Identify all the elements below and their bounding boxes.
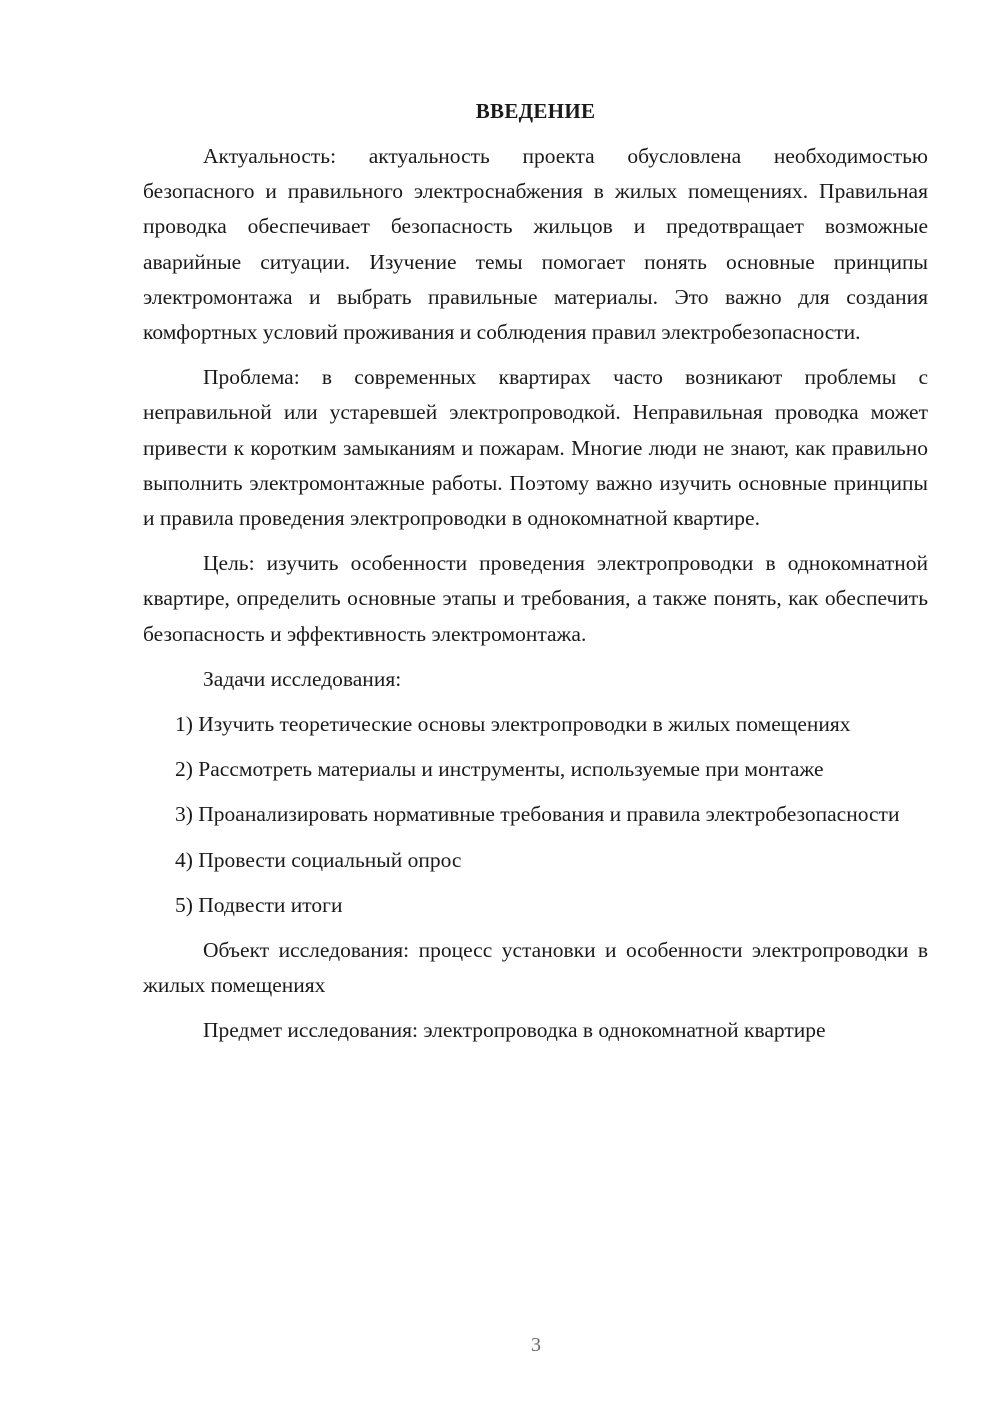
- tasks-list: [143, 707, 928, 923]
- problem-paragraph: Проблема: в современных квартирах часто возникают проблемы с неправильной или устаревшей электропроводкой. Неправильная проводка может привести к коротким замыканиям и пожарам. Многие люди не знают, как правильно выполнить электромонтажные работы. Поэтому важно изучить основные принципы и правила проведения электропроводки в однокомнатной квартире.: [143, 365, 928, 531]
- goal-paragraph: Цель: изучить особенности проведения электропроводки в однокомнатной квартире, определить основные этапы и требования, а также понять, как обеспечить безопасность и эффективность электромонтажа.: [143, 551, 928, 646]
- list-item: 5) Подвести итоги: [175, 892, 343, 917]
- tasks-heading: Задачи исследования:: [203, 666, 402, 691]
- list-item: 2) Рассмотреть материалы и инструменты, используемые при монтаже: [175, 757, 824, 782]
- list-item: 3) Проанализировать нормативные требования и правила электробезопасности: [175, 802, 900, 827]
- list-item: 1) Изучить теоретические основы электропроводки в жилых помещениях: [175, 712, 851, 737]
- research-object-paragraph: Объект исследования: процесс установки и особенности электропроводки в жилых помещениях: [143, 938, 928, 998]
- document-page: [143, 96, 928, 1059]
- page-title: ВВЕДЕНИЕ: [475, 99, 596, 123]
- page-number: 3: [531, 1334, 541, 1356]
- list-item: 4) Провести социальный опрос: [175, 847, 462, 872]
- research-subject-paragraph: Предмет исследования: электропроводка в однокомнатной квартире: [203, 1018, 826, 1043]
- relevance-paragraph: Актуальность: актуальность проекта обусловлена необходимостью безопасного и правильного электроснабжения в жилых помещениях. Правильная проводка обеспечивает безопасность жильцов и предотвращает возможные аварийные ситуации. Изучение темы помогает понять основные принципы электромонтажа и выбрать правильные материалы. Это важно для создания комфортных условий проживания и соблюдения правил электробезопасности.: [143, 144, 928, 345]
